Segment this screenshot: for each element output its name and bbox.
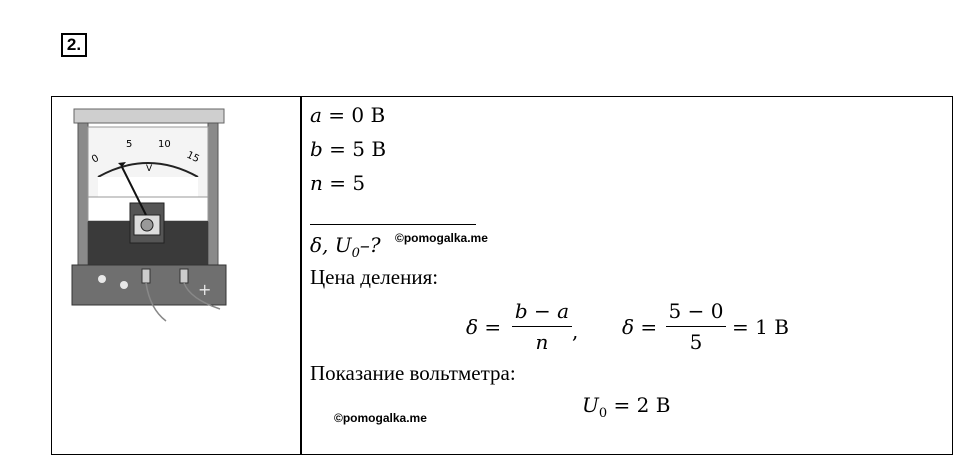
var-a: a	[310, 103, 322, 127]
formula1-denominator: n	[535, 330, 549, 355]
formula2-numerator: 5 − 0	[668, 299, 724, 323]
given-b	[310, 137, 386, 161]
voltmeter-image	[70, 99, 280, 324]
given-a	[310, 103, 385, 127]
column-divider	[300, 97, 302, 454]
result-var: U	[582, 393, 599, 417]
reading-label: Показание вольтметра:	[310, 361, 516, 385]
formula2-fraction	[666, 299, 726, 354]
find-prefix: δ, U	[310, 233, 352, 257]
unit-label: V	[146, 164, 153, 174]
formula1-numerator: b − a	[514, 299, 570, 323]
find-suffix: –?	[359, 233, 381, 257]
result-sub: 0	[598, 406, 608, 421]
formula1-fraction	[512, 299, 572, 354]
var-n: n	[310, 171, 323, 195]
result-value: = 2 В	[613, 393, 671, 417]
value-a: = 0 В	[328, 103, 386, 127]
value-n: = 5	[329, 171, 366, 195]
result-line	[582, 393, 671, 421]
find-line	[310, 233, 381, 261]
scale-label-5: 5	[126, 139, 133, 150]
given-n	[310, 171, 365, 195]
scale-label-0: 0	[90, 152, 102, 166]
scale-label-15: 15	[184, 149, 201, 166]
watermark-bottom: ©pomogalka.me	[334, 411, 427, 425]
solution-table	[51, 96, 953, 455]
division-label: Цена деления:	[310, 265, 439, 289]
formula2-denominator: 5	[689, 330, 703, 355]
formula2-lhs: δ =	[622, 315, 658, 339]
formula1-lhs: δ =	[466, 315, 502, 339]
find-sub: 0	[351, 246, 360, 261]
watermark-top: ©pomogalka.me	[395, 231, 488, 245]
value-b: = 5 В	[329, 137, 387, 161]
problem-number: 2.	[61, 33, 87, 57]
given-separator	[310, 224, 476, 225]
svg-text:+: +	[198, 280, 212, 299]
formula1-comma: ,	[572, 319, 579, 343]
var-b: b	[310, 137, 323, 161]
scale-label-10: 10	[158, 139, 171, 150]
formula2-result: = 1 В	[732, 315, 789, 339]
